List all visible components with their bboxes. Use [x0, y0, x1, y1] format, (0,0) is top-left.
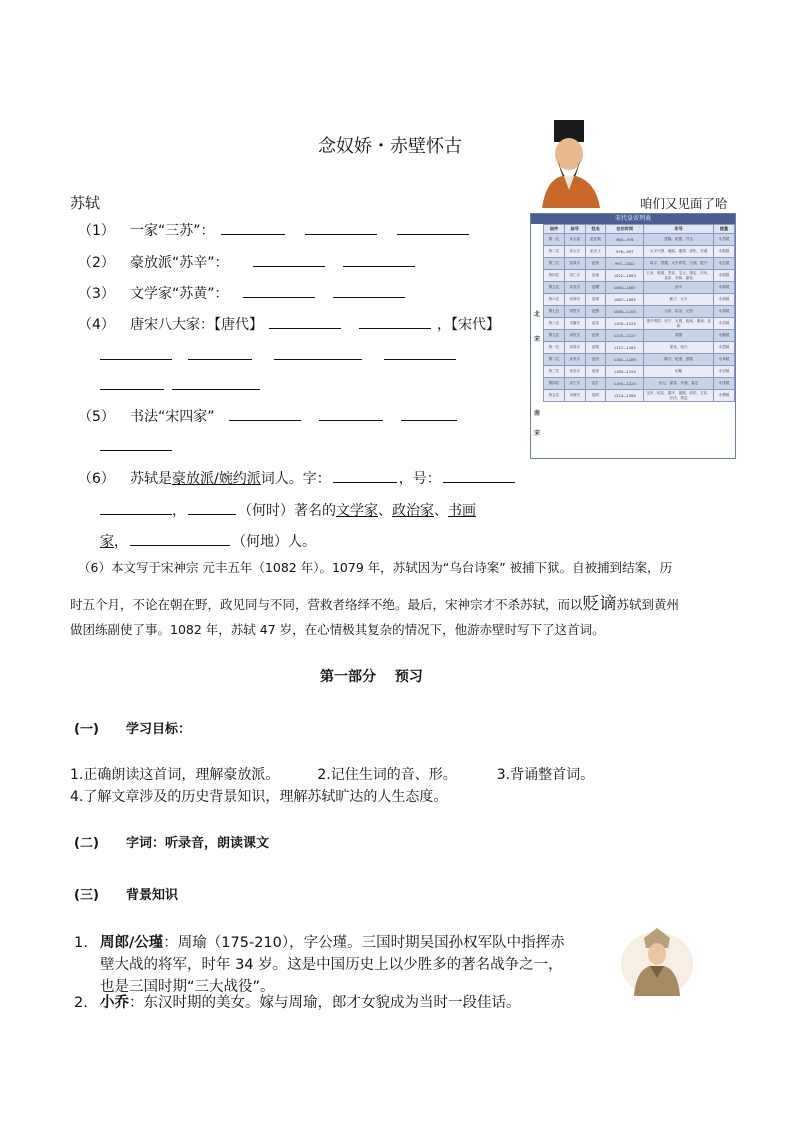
emperor-table-row: 第二位 宋孝宗 赵昚 1162—1189 隆兴、乾道、淳熙 永阜陵	[544, 354, 735, 366]
background-paragraph-line-3: 做团练副使了事。1082 年，苏轼 47 岁，在心情极其复杂的情况下，他游赤壁时写下了这首词。	[70, 622, 605, 637]
section-2-heading: (二) 字词：听录音，朗读课文	[74, 836, 270, 851]
emperor-table-figure	[530, 213, 736, 459]
emperor-table-row: 第八位 宋徽宗 赵佶 1100—1125 建中靖国、崇宁、大观、政和、重和、宣和 永祐陵	[544, 318, 735, 330]
goal-1: 1.正确朗读这首词，理解豪放派。	[70, 767, 280, 783]
question-5-blank-row2	[100, 437, 172, 455]
answer-blank[interactable]	[401, 407, 457, 421]
question-1: （1） 一家“三苏”：	[78, 220, 475, 240]
emperor-table-row: 第七位 宋哲宗 赵煦 1085—1100 元祐、绍圣、元符 永泰陵	[544, 306, 735, 318]
answer-blank[interactable]	[305, 221, 377, 235]
su-shi-portrait	[540, 120, 612, 208]
zhou-yu-image	[620, 926, 694, 996]
question-6-row3: 家， （何地）人。	[100, 534, 316, 550]
emperor-table-row: 第三位 宋光宗 赵惇 1189—1194 绍熙 永崇陵	[544, 366, 735, 378]
answer-blank[interactable]	[188, 346, 252, 360]
answer-blank[interactable]	[269, 315, 341, 329]
goal-3: 3.背诵整首词。	[496, 767, 595, 783]
answer-blank[interactable]	[130, 532, 230, 546]
answer-blank[interactable]	[253, 253, 325, 267]
answer-blank[interactable]	[100, 346, 172, 360]
emperor-table-row: 第一位 宋高宗 赵构 1127—1162 建炎、绍兴 永思陵	[544, 342, 735, 354]
emperor-table-row: 第三位 宋真宗 赵恒 997—1022 咸平、景德、大中祥符、天禧、乾兴 永定陵	[544, 258, 735, 270]
section-1-heading: (一) 学习目标：	[74, 722, 192, 737]
answer-blank[interactable]	[359, 315, 431, 329]
background-item-2: 2. 小乔：东汉时期的美女。嫁与周瑜，郎才女貌成为当时一段佳话。	[74, 995, 521, 1011]
emperor-table	[543, 224, 735, 402]
question-4-blanks-row3	[100, 376, 266, 394]
background-item-1: 1. 周郎/公瑾：周瑜（175-210），字公瑾。三国时期吴国孙权军队中指挥赤	[74, 935, 565, 951]
emperor-table-row: 第一位 宋太祖 赵匡胤 960—976 建隆、乾德、开宝 永昌陵	[544, 234, 735, 246]
emperor-table-header: 庙序 庙号 姓名 在位时间 年号 陵墓	[544, 225, 735, 234]
learning-goals-row1	[70, 764, 594, 784]
dynasty-south-label: 南 宋	[534, 410, 541, 437]
emperor-table-row: 第九位 宋钦宗 赵桓 1125—1127 靖康 永献陵	[544, 330, 735, 342]
answer-blank[interactable]	[243, 284, 315, 298]
part-heading: 第一部分 预习	[320, 669, 423, 685]
background-paragraph-line-2: 时五个月，不论在朝在野，政见同与不同，营救者络绎不绝。最后，宋神宗才不杀苏轼，而以贬谪苏轼到黄州	[70, 594, 680, 614]
emperor-table-row: 第四位 宋仁宗 赵祯 1022—1063 天圣、明道、景祐、宝元、康定、庆历、皇祐、至和、嘉祐 永昭陵	[544, 270, 735, 282]
portrait-caption: 咱们又见面了哈	[640, 196, 728, 211]
answer-blank[interactable]	[221, 221, 285, 235]
question-3: （3） 文学家“苏黄”：	[78, 283, 411, 303]
question-2: （2） 豪放派“苏辛”：	[78, 252, 421, 272]
answer-blank[interactable]	[397, 221, 469, 235]
answer-blank[interactable]	[333, 469, 397, 483]
background-item-1-line3: 也是三国时期“三大战役”。	[100, 979, 275, 995]
emperor-table-row: 第六位 宋神宗 赵顼 1067—1085 熙宁、元丰 永裕陵	[544, 294, 735, 306]
answer-blank[interactable]	[443, 469, 515, 483]
goal-2: 2.记住生词的音、形。	[317, 767, 457, 783]
background-item-1-line2: 壁大战的将军，时年 34 岁。这是中国历史上以少胜多的著名战争之一，	[100, 957, 563, 973]
emperor-table-title: 宋代皇帝列表	[531, 214, 735, 224]
answer-blank[interactable]	[229, 407, 301, 421]
emperor-table-row: 第五位 宋英宗 赵曙 1063—1067 治平 永厚陵	[544, 282, 735, 294]
question-4-blanks-row2	[100, 346, 462, 364]
answer-blank[interactable]	[274, 346, 362, 360]
emperor-table-row: 第四位 宋宁宗 赵扩 1194—1224 庆元、嘉泰、开禧、嘉定 永茂陵	[544, 378, 735, 390]
answer-blank[interactable]	[172, 376, 260, 390]
answer-blank[interactable]	[384, 346, 456, 360]
dynasty-north-label: 北 宋	[534, 311, 541, 343]
answer-blank[interactable]	[343, 253, 415, 267]
page-title: 念奴娇・赤壁怀古	[318, 136, 462, 157]
answer-blank[interactable]	[100, 501, 172, 515]
background-paragraph-line-1: （6）本文写于宋神宗 元丰五年（1082 年）。1079 年，苏轼因为“乌台诗案” 被捕下狱。自被捕到结案，历	[78, 560, 673, 575]
answer-blank[interactable]	[188, 501, 236, 515]
answer-blank[interactable]	[319, 407, 383, 421]
question-6-row2: ， （何时）著名的文学家、政治家、书画	[100, 500, 476, 520]
emperor-table-row: 第五位 宋理宗 赵昀 1224—1264 宝庆、绍定、端平、嘉熙、淳祐、宝祐、开庆、景定 永穆陵	[544, 390, 735, 402]
author-name: 苏轼	[70, 194, 101, 212]
question-6: （6） 苏轼是豪放派/婉约派词人。字： ，号：	[78, 468, 517, 488]
question-5: （5） 书法“宋四家”	[78, 406, 463, 426]
emperor-table-row: 第二位 宋太宗 赵光义 976—997 太平兴国、雍熙、端拱、淳化、至道 永熙陵	[544, 246, 735, 258]
answer-blank[interactable]	[333, 284, 405, 298]
goal-4: 4.了解文章涉及的历史背景知识，理解苏轼旷达的人生态度。	[70, 789, 448, 805]
section-3-heading: (三) 背景知识	[74, 888, 179, 903]
question-4: （4） 唐宋八大家：【唐代】 ，【宋代】	[78, 317, 500, 333]
answer-blank[interactable]	[100, 376, 164, 390]
answer-blank[interactable]	[100, 437, 172, 451]
